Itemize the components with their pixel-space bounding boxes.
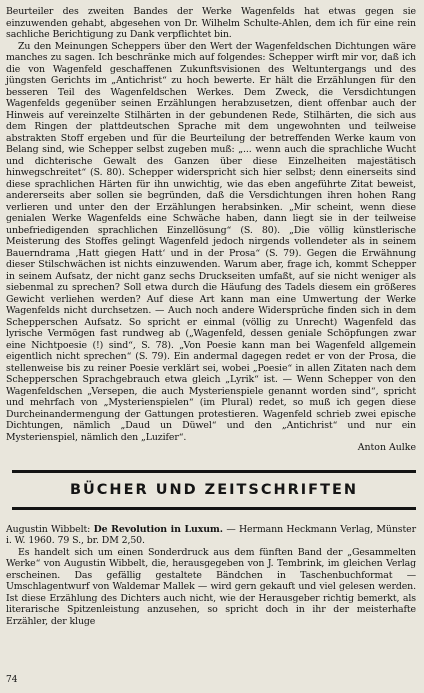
- page-number: 74: [6, 675, 18, 685]
- review-text: Es handelt sich um einen Sonderdruck aus dem fünften Band der „Gesammelten Werke“ von Augustin Wibbelt, die, herausgegeben von J. Tembrink, im gleichen Verlag erscheinen. Das gefällig gestaltete Bändchen in Taschenbuchformat — Umschlagentwurf von Waldemar Mallek — wird gern gekauft und viel gelesen werden. Ist diese Erzählung des Dichters auch nicht, wie der Herausgeber richtig bemerkt, als literarische Spitzenleistung anzusehen, so spricht doch in ihr der meisterhafte Erzähler, der kluge: [6, 546, 416, 627]
- book-title: De Revolution in Luxum.: [93, 523, 223, 535]
- paragraph: Beurteiler des zweiten Bandes der Werke Wagenfelds hat etwas gegen sie einzuwenden gehabt, abgesehen von Dr. Wilhelm Schulte-Ahlen, dem ich für eine rein sachliche Berichtigung zu Dank verpflichtet bin.: [6, 6, 416, 40]
- book-review: [6, 524, 416, 628]
- paragraph: Zu den Meinungen Scheppers über den Wert der Wagenfeldschen Dichtungen wäre manches zu sagen. Ich beschränke mich auf folgendes: Schepper wirft mir vor, daß ich die von Wagenfeld geschaffenen Zukunftsvisionen des Weltuntergangs und des jüngsten Gerichts im „Antichrist“ zu hoch bewerte. Er hält die Erzählungen für den besseren Teil des Wagenfeldschen Werkes. Dem Zweck, die Versdichtungen Wagenfelds gegenüber seinen Erzählungen herabzusetzen, dient offenbar auch der Hinweis auf vereinzelte Stilhärten in der gebundenen Rede, Stilhärten, die sich aus dem Ringen der plattdeutschen Sprache mit dem ungewohnten und teilweise abstrakten Stoff ergeben und für die Beurteilung der betreffenden Werke kaum von Belang sind, wie Schepper selbst zugeben muß: „... wenn auch die sprachliche Wucht und dichterische Gewalt des Ganzen über diese Einzelheiten majestätisch hinwegschreitet“ (S. 80). Schepper widerspricht sich hier selbst; denn einerseits sind diese sprachlichen Härten für ihn unwichtig, wie das eben angeführte Zitat beweist, andererseits aber sollen sie begründen, daß die Versdichtungen ihren hohen Rang verlieren und unter den der Erzählungen herabsinken. „Mir scheint, wenn diese genialen Werke Wagenfelds eine Schwäche haben, dann liegt sie in der teilweise unbefriedigenden sprachlichen Einzellösung“ (S. 80). „Die völlig künstlerische Meisterung des Stoffes gelingt Wagenfeld jedoch nirgends vollendeter als in seinem Bauerndrama ‚Hatt giegen Hatt‘ und in der Prosa“ (S. 79). Gegen die Erwähnung dieser Stilschwächen ist nichts einzuwenden. Warum aber, frage ich, kommt Schepper in seinem Aufsatz, der nicht ganz sechs Druckseiten umfaßt, auf sie nicht weniger als siebenmal zu sprechen? Soll etwa durch die Häufung des Tadels diesem ein größeres Gewicht verliehen werden? Auf diese Art kann man eine Umwertung der Werke Wagenfelds nicht durchsetzen. — Auch noch andere Widersprüche finden sich in dem Schepperschen Aufsatz. So spricht er einmal (völlig zu Unrecht) Wagenfeld das lyrische Vermögen fast rundweg ab („Wagenfeld, dessen geniale Schöpfungen zwar eine Nichtpoesie (!) sind“, S. 78). „Von Poesie kann man bei Wagenfeld allgemein eigentlich nicht sprechen“ (S. 79). Ein andermal dagegen redet er von der Prosa, die stellenweise bis zu reiner Poesie verklärt sei, wobei „Poesie“ in allen Zitaten nach dem Schepperschen Sprachgebrauch etwa gleich „Lyrik“ ist. — Wenn Schepper von den Wagenfeldschen „Versepen, die auch Mysterienspiele genannt worden sind“, spricht und mehrfach von „Mysterienspielen“ (im Plural) redet, so muß ich gegen diese Durcheinandermengung der Gattungen protestieren. Wagenfeld schrieb zwei epische Dichtungen, nämlich „Daud un Düwel“ und den „Antichrist“ und nur ein Mysterienspiel, nämlich den „Luzifer“.: [6, 40, 416, 443]
- section-heading: BÜCHER UND ZEITSCHRIFTEN: [69, 481, 359, 498]
- bibliography-entry: [6, 524, 416, 547]
- section-heading-box: [12, 470, 416, 510]
- review-author: Augustin Wibbelt:: [6, 523, 91, 535]
- letter-body: [6, 6, 416, 443]
- publisher-info: — Hermann Heckmann Verlag, Münster i. W. 1960. 79 S., br. DM 2,50.: [6, 523, 417, 546]
- signature-author: Anton Aulke: [357, 442, 416, 453]
